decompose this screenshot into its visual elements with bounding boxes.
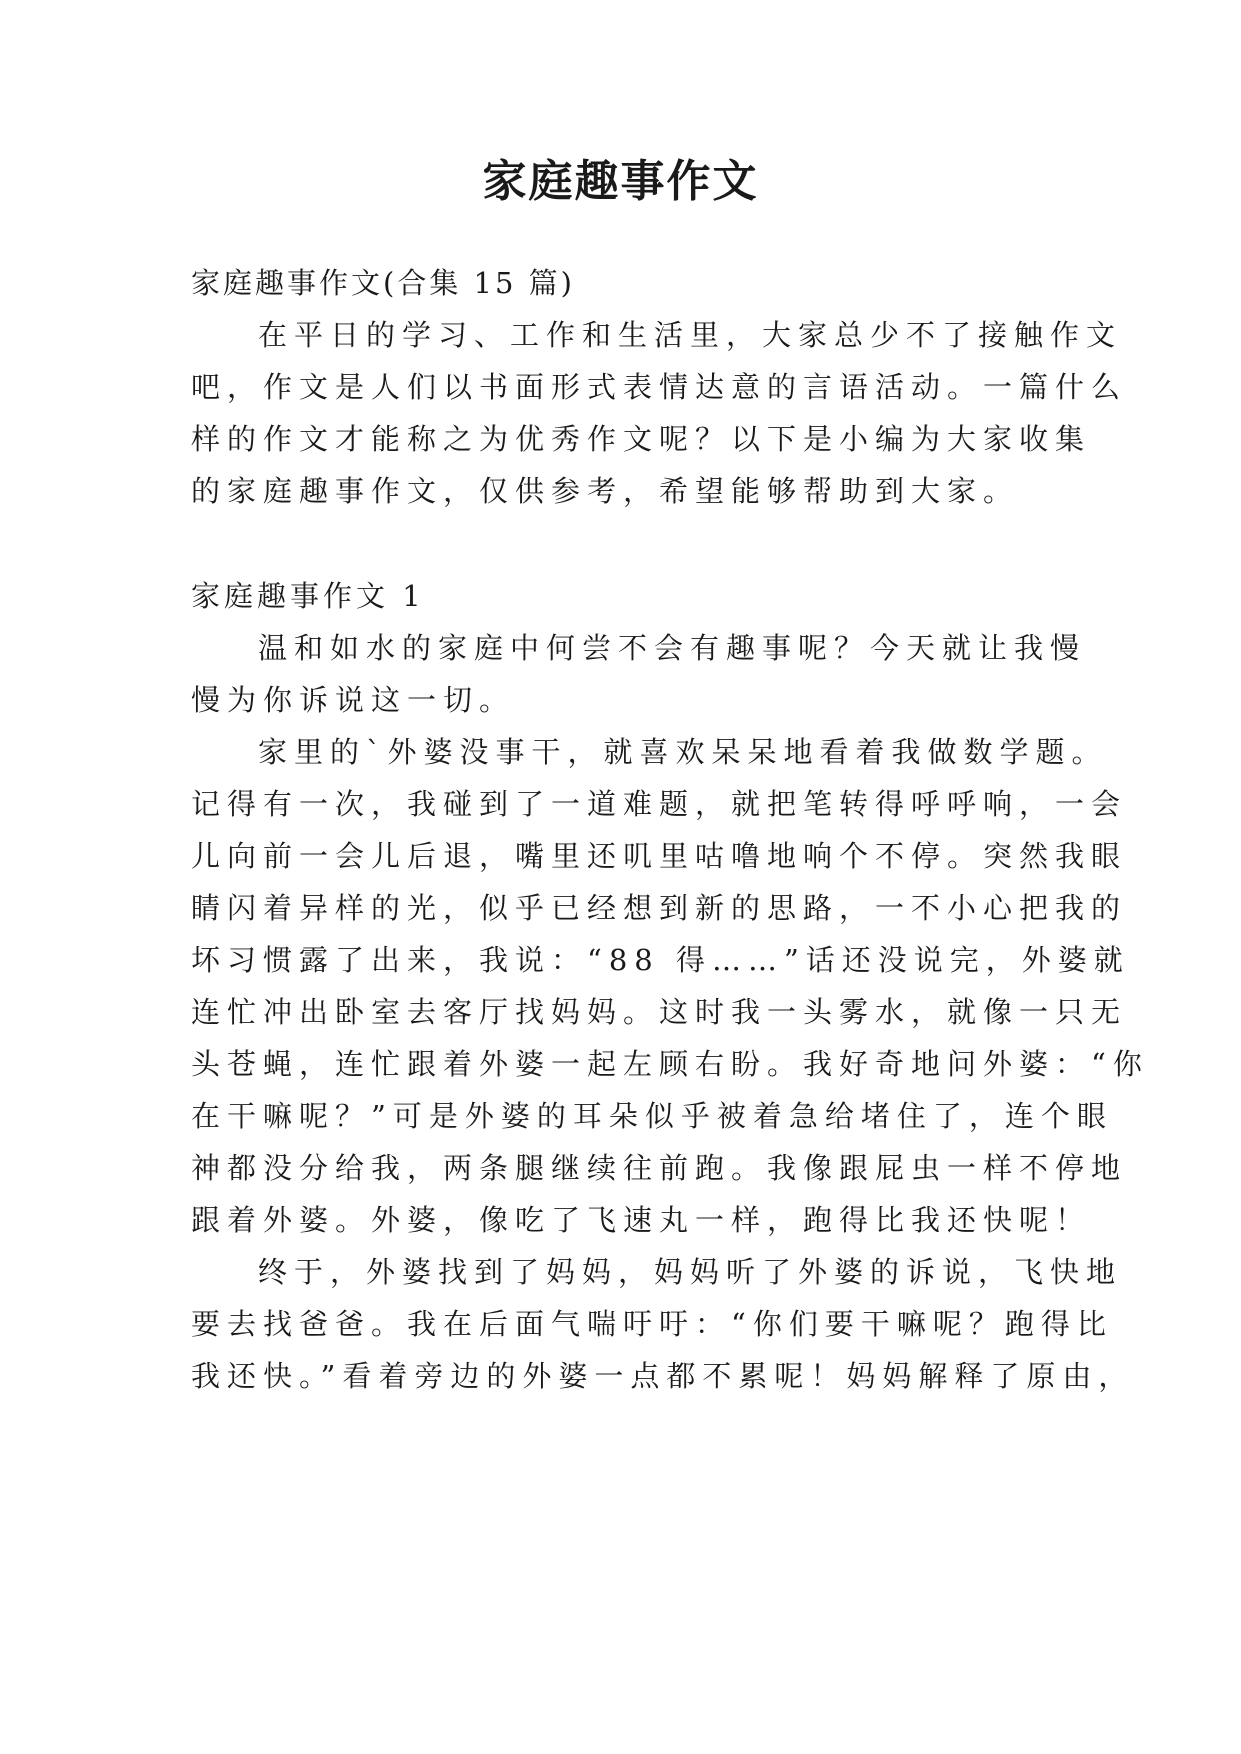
paragraph-line: 头苍蝇，连忙跟着外婆一起左顾右盼。我好奇地问外婆：“你 [191,1047,1149,1081]
paragraph-line: 要去找爸爸。我在后面气喘吁吁：“你们要干嘛呢？跑得比 [191,1307,1113,1341]
paragraph-line: 坏习惯露了出来，我说：“88 得……”话还没说完，外婆就 [191,943,1130,977]
document-subtitle: 家庭趣事作文(合集 15 篇) [191,266,575,300]
intro-line: 在平日的学习、工作和生活里，大家总少不了接触作文 [258,318,1123,352]
paragraph-line: 神都没分给我，两条腿继续往前跑。我像跟屁虫一样不停地 [191,1151,1128,1185]
paragraph-line: 我还快。”看着旁边的外婆一点都不累呢！妈妈解释了原由， [191,1359,1135,1393]
paragraph-line: 儿向前一会儿后退，嘴里还叽里咕噜地响个不停。突然我眼 [191,839,1128,873]
paragraph-line: 家里的`外婆没事干，就喜欢呆呆地看着我做数学题。 [258,735,1108,769]
paragraph-line: 在干嘛呢？”可是外婆的耳朵似乎被着急给堵住了，连个眼 [191,1099,1113,1133]
section-heading: 家庭趣事作文 1 [191,579,425,613]
paragraph-line: 连忙冲出卧室去客厅找妈妈。这时我一头雾水，就像一只无 [191,995,1128,1029]
intro-line: 的家庭趣事作文，仅供参考，希望能够帮助到大家。 [191,474,1020,508]
paragraph-line: 跟着外婆。外婆，像吃了飞速丸一样，跑得比我还快呢！ [191,1203,1092,1237]
paragraph-line: 温和如水的家庭中何尝不会有趣事呢？今天就让我慢 [258,631,1087,665]
intro-line: 吧，作文是人们以书面形式表情达意的言语活动。一篇什么 [191,370,1128,404]
document-title: 家庭趣事作文 [482,156,759,207]
intro-line: 样的作文才能称之为优秀作文呢？以下是小编为大家收集 [191,422,1092,456]
paragraph-line: 睛闪着异样的光，似乎已经想到新的思路，一不小心把我的 [191,891,1128,925]
paragraph-line: 终于，外婆找到了妈妈，妈妈听了外婆的诉说，飞快地 [258,1255,1123,1289]
paragraph-line: 记得有一次，我碰到了一道难题，就把笔转得呼呼响，一会 [191,787,1128,821]
paragraph-line: 慢为你诉说这一切。 [191,683,516,717]
